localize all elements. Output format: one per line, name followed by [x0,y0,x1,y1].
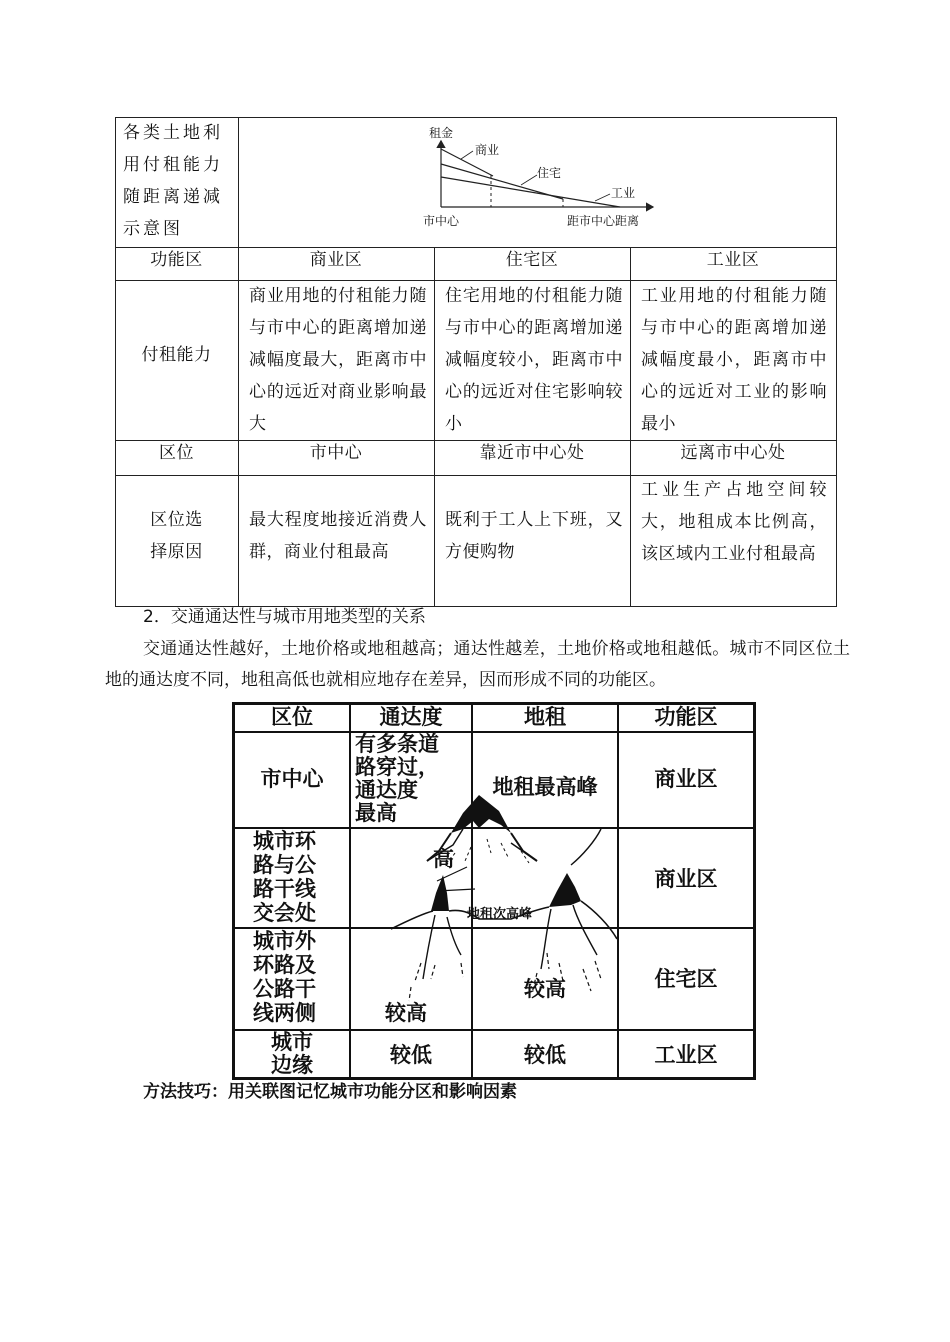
fig-header-rent: 地租 [524,705,566,729]
residential-label: 住宅 [537,166,562,180]
fig-row1-rent: 地租最高峰 [492,775,598,799]
fig-row2-access: 高 [433,847,454,871]
rent-ability-label: 付租能力 [141,345,212,365]
rent-ability-residential: 住宅用地的付租能力随与市中心的距离增加递减幅度较小，距离市中心的远近对住宅影响较小 [445,286,623,434]
land-use-table [115,117,837,607]
fig-header-location: 区位 [271,705,313,729]
header-industrial: 工业区 [706,250,760,270]
accessibility-rent-figure [232,702,756,1080]
fig-row4-zone: 工业区 [654,1043,718,1067]
fig-header-zone: 功能区 [654,705,718,729]
fig-row3-location: 城市外 环路及 公路干 线两侧 [253,929,316,1025]
fig-row4-location: 城市 边缘 [271,1030,313,1077]
fig-row1-access: 有多条道 路穿过， 通达度 最高 [355,732,439,825]
fig-row2-rent: 地租次高峰 [467,907,533,922]
industrial-label: 工业 [611,186,636,200]
header-residential: 住宅区 [505,250,559,270]
location-residential: 靠近市中心处 [479,443,585,463]
diagram-label: 各类土地利 用付租能力 随距离递减 示意图 [123,123,223,239]
fig-row3-zone: 住宅区 [654,967,718,991]
bid-rent-diagram [415,119,675,245]
fig-row2-zone: 商业区 [654,867,718,891]
fig-row4-access: 较低 [390,1043,432,1067]
fig-row3-rent: 较高 [524,977,566,1001]
rent-ability-commercial: 商业用地的付租能力随与市中心的距离增加递减幅度最大，距离市中心的远近对商业影响最大 [249,286,427,434]
fig-row3-access: 较高 [385,1001,427,1025]
header-function-zone: 功能区 [150,250,203,270]
reason-industrial: 工业生产占地空间较大，地租成本比例高，该区域内工业付租最高 [641,480,827,564]
x-axis-label: 距市中心距离 [567,214,640,228]
reason-label: 区位选 择原因 [150,510,203,562]
fig-row2-location: 城市环 路与公 路干线 交会处 [253,829,316,925]
fig-row4-rent: 较低 [524,1043,566,1067]
section-body: 交通通达性越好，土地价格或地租越高；通达性越差，土地价格或地租越低。城市不同区位土地的通达度不同，地租高低也就相应地存在差异，因而形成不同的功能区。 [105,639,850,690]
fig-row1-zone: 商业区 [654,767,718,791]
rent-ability-industrial: 工业用地的付租能力随与市中心的距离增加递减幅度最小，距离市中心的远近对工业的影响最小 [641,286,827,434]
method-tip: 方法技巧：用关联图记忆城市功能分区和影响因素 [143,1082,517,1102]
reason-residential: 既利于工人上下班，又方便购物 [445,510,623,562]
left-peak [431,875,449,911]
location-label: 区位 [159,443,194,463]
industrial-line [441,177,620,207]
reason-commercial: 最大程度地接近消费人群，商业付租最高 [249,510,427,562]
header-commercial: 商业区 [309,250,363,270]
location-commercial: 市中心 [309,443,363,463]
y-axis-label: 租金 [429,126,454,140]
location-industrial: 远离市中心处 [680,443,786,463]
x-axis-origin-label: 市中心 [423,214,460,228]
right-peak [549,873,581,907]
commercial-label: 商业 [475,143,500,157]
section-heading: 2．交通通达性与城市用地类型的关系 [143,607,426,627]
fig-row1-location: 市中心 [260,767,324,791]
fig-header-access: 通达度 [379,705,443,729]
